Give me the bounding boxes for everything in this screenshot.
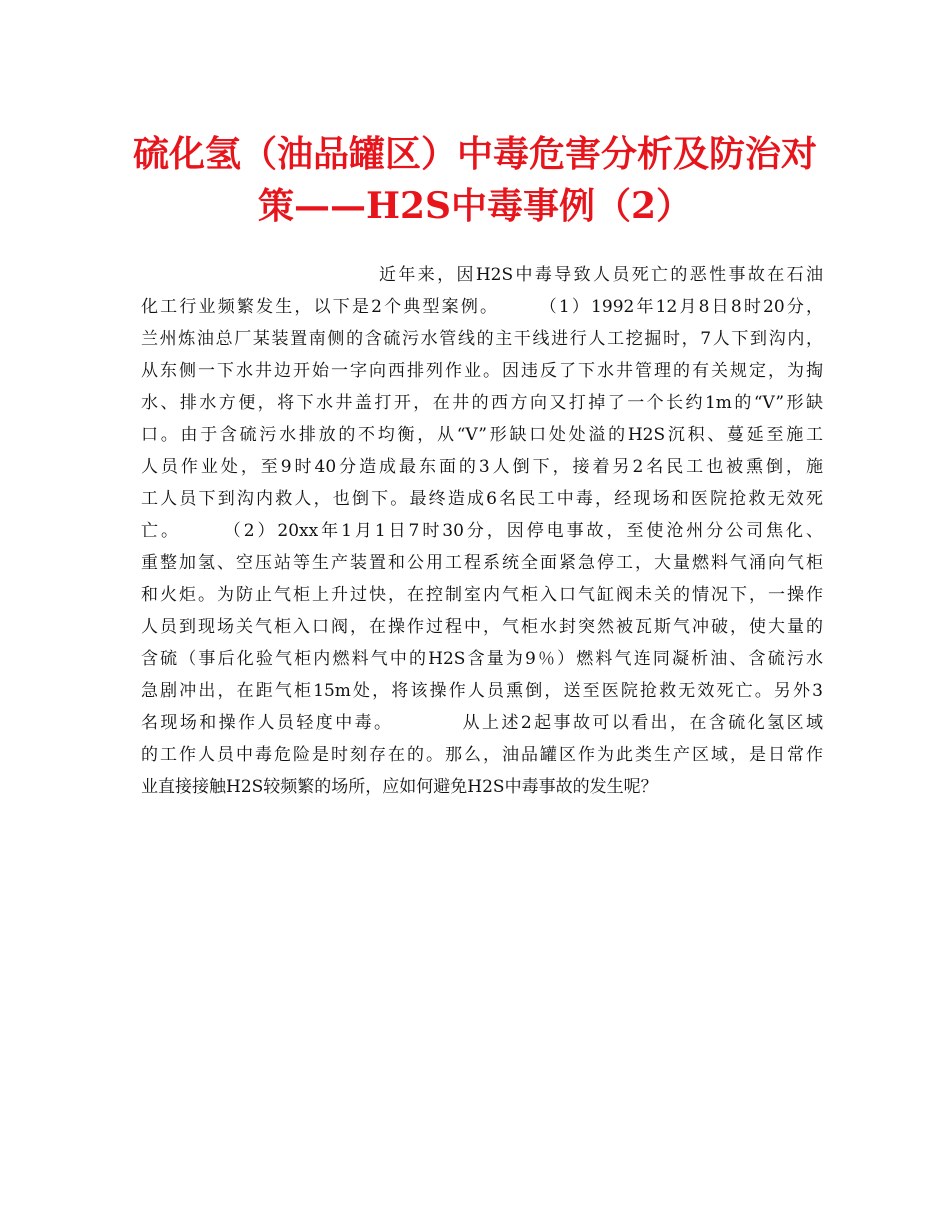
body-line: 亡。 （2）20xx年1月1日7时30分，因停电事故，至使沧州分公司焦化、 (141, 521, 823, 541)
body-line: 口。由于含硫污水排放的不均衡，从“V”形缺口处处溢的H2S沉积、蔓延至施工 (141, 425, 823, 445)
body-line: 的工作人员中毒危险是时刻存在的。那么，油品罐区作为此类生产区域，是日常作 (141, 745, 823, 765)
body-line: 工人员下到沟内救人，也倒下。最终造成6名民工中毒，经现场和医院抢救无效死 (141, 489, 823, 509)
body-line: 人员作业处，至9时40分造成最东面的3人倒下，接着另2名民工也被熏倒，施 (141, 457, 823, 477)
body-line: 兰州炼油总厂某装置南侧的含硫污水管线的主干线进行人工挖掘时，7人下到沟内， (141, 329, 823, 349)
body-line: 化工行业频繁发生，以下是2个典型案例。 （1）1992年12月8日8时20分， (141, 297, 823, 317)
body-line: 业直接接触H2S较频繁的场所，应如何避免H2S中毒事故的发生呢？ (141, 777, 658, 797)
title-line-1: 硫化氢（油品罐区）中毒危害分析及防治对 (132, 133, 817, 175)
title-line-2: 策——H2S中毒事例（2） (257, 185, 693, 227)
body-line: 急剧冲出，在距气柜15m处，将该操作人员熏倒，送至医院抢救无效死亡。另外3 (141, 681, 823, 701)
body-line: 水、排水方便，将下水井盖打开，在井的西方向又打掉了一个长约1m的“V”形缺 (141, 393, 823, 413)
body-line: 和火炬。为防止气柜上升过快，在控制室内气柜入口气缸阀未关的情况下，一操作 (141, 585, 823, 605)
document-title (130, 128, 820, 232)
body-line: 重整加氢、空压站等生产装置和公用工程系统全面紧急停工，大量燃料气涌向气柜 (141, 553, 823, 573)
body-line: 含硫（事后化验气柜内燃料气中的H2S含量为9％）燃料气连同凝析油、含硫污水 (141, 649, 823, 669)
body-line: 近年来，因H2S中毒导致人员死亡的恶性事故在石油 (379, 265, 823, 285)
body-line: 从东侧一下水井边开始一字向西排列作业。因违反了下水井管理的有关规定，为掏 (141, 361, 823, 381)
body-line: 名现场和操作人员轻度中毒。 从上述2起事故可以看出，在含硫化氢区域 (141, 713, 823, 733)
body-paragraph (141, 259, 823, 803)
body-line: 人员到现场关气柜入口阀，在操作过程中，气柜水封突然被瓦斯气冲破，使大量的 (141, 617, 823, 637)
